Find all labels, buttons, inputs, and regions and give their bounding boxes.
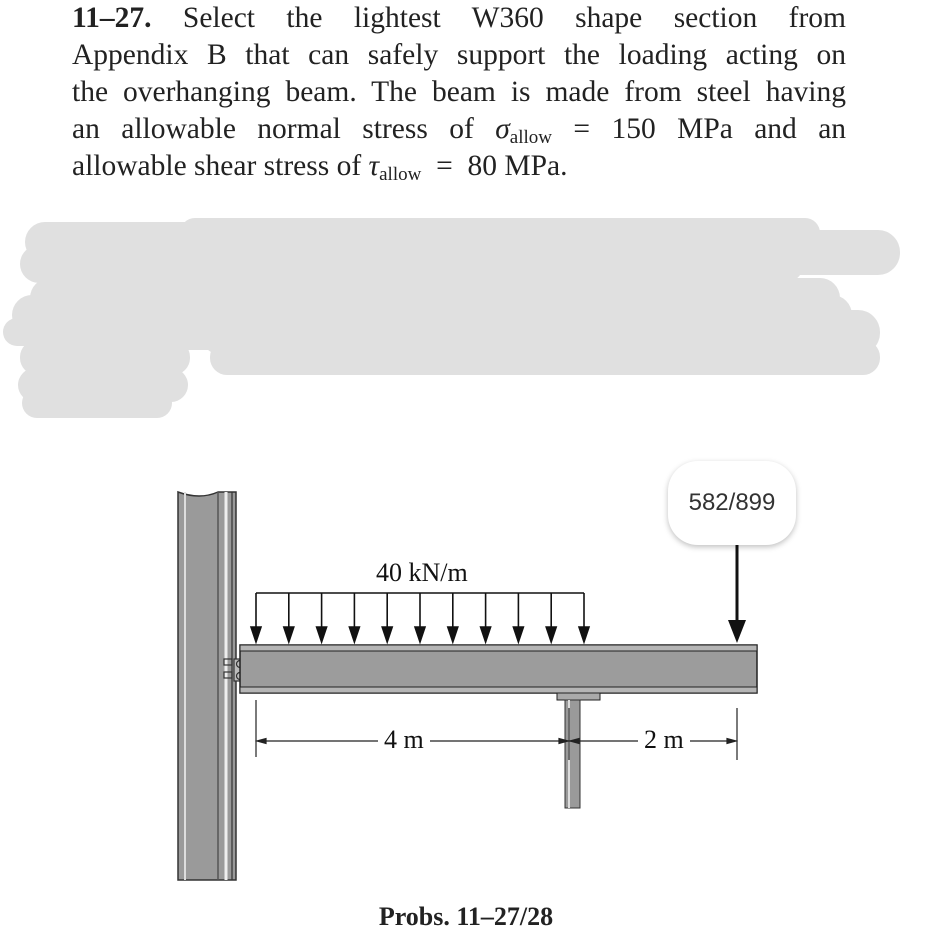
overhanging-beam [240, 645, 757, 693]
distributed-load-label: 40 kN/m [376, 558, 468, 587]
load-arrowhead [415, 627, 425, 642]
problem-line-1: 11–27. Select the lightest W360 shape section from [72, 2, 847, 34]
point-load-arrow [728, 545, 746, 643]
problem-line-3: the overhanging beam. The beam is made from steel having [72, 76, 846, 108]
load-arrowhead [284, 627, 294, 642]
load-arrowhead [448, 627, 458, 642]
dimension-2m-label: 2 m [638, 725, 690, 755]
problem-line-2: Appendix B that can safely support the loading acting on [72, 39, 846, 71]
wall-column [178, 492, 236, 880]
load-arrowhead [513, 627, 523, 642]
problem-line-5: allowable shear stress of $\tau_{allow} = 80$ MPa. [72, 150, 568, 185]
problem-number: 11–27. [72, 2, 152, 34]
dimension-4m-label: 4 m [378, 725, 430, 755]
load-arrowhead [546, 627, 556, 642]
load-arrowhead [382, 627, 392, 642]
support-post [557, 693, 600, 808]
page-indicator[interactable]: 582/899 [668, 461, 796, 545]
load-arrowhead [349, 627, 359, 642]
distributed-load-arrows [251, 593, 589, 642]
load-arrowhead [579, 627, 589, 642]
load-arrowhead [481, 627, 491, 642]
problem-line-4: an allowable normal stress of $\sigma_{allow} = 150$ MPa and an [72, 113, 847, 148]
load-arrowhead [317, 627, 327, 642]
figure-caption: Probs. 11–27/28 [378, 902, 554, 931]
load-arrowhead [251, 627, 261, 642]
